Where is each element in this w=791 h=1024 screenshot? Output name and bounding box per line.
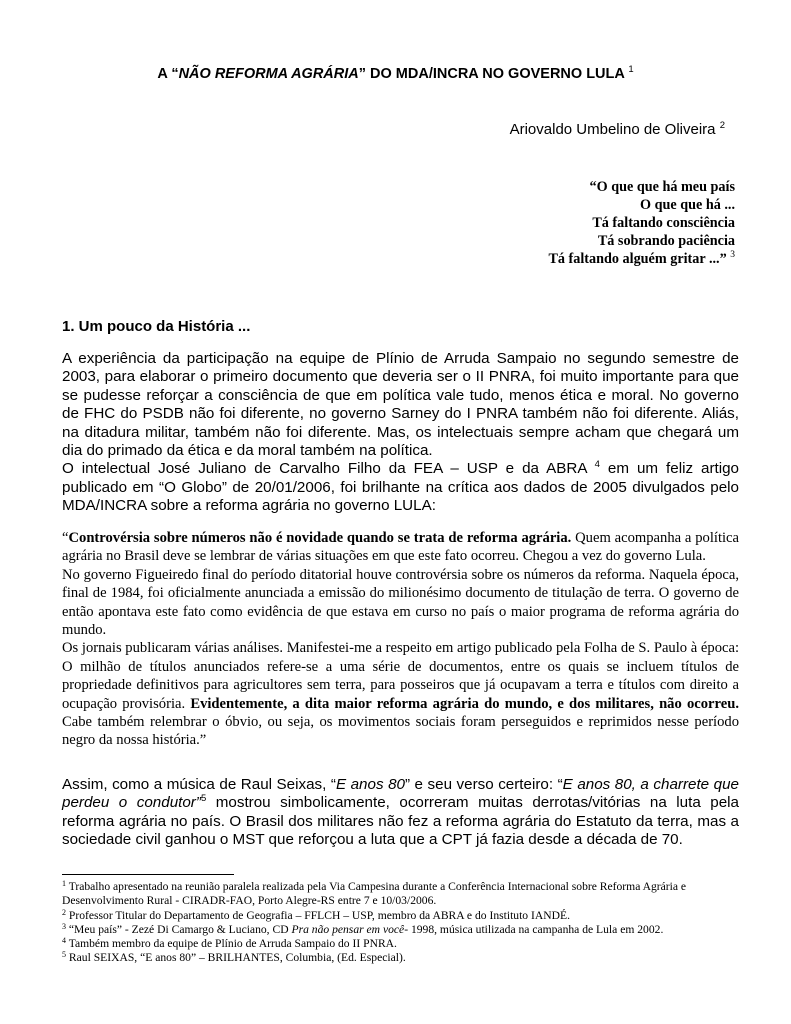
paragraph-2-before: O intelectual José Juliano de Carvalho Filho da FEA – USP e da ABRA xyxy=(62,460,587,478)
epigraph xyxy=(548,178,735,268)
footnote-ref-1[interactable]: 1 xyxy=(628,64,634,75)
footnotes xyxy=(62,880,752,966)
epigraph-line: O que que há ... xyxy=(639,197,735,213)
p3-verse: E anos 80, a charrete que perdeu o condutor” xyxy=(62,776,739,812)
quote-text-3b: Cabe também relembrar o óbvio, ou seja, os movimentos sociais foram perseguidos e reprimidos nesse período negro da nossa história.” xyxy=(62,714,739,749)
quote-paragraph-3 xyxy=(62,639,739,749)
document-title xyxy=(0,66,791,82)
paragraph-2 xyxy=(62,460,739,515)
paragraph-2-after: em um feliz artigo publicado em “O Globo” de 20/01/2006, foi brilhante na crítica aos dados de 2005 divulgados pelo MDA/INCRA sobre a reforma agrária no governo LULA: xyxy=(62,460,739,515)
p3-e: mostrou simbolicamente, ocorreram muitas derrotas/vitórias na luta pela reforma agrária no país. O Brasil dos militares não fez a reforma agrária do Estatuto da terra, mas a sociedade civil ganhou o MST que reforçou a luta que a CPT já fazia desde a década de 70. xyxy=(62,794,740,849)
author-line xyxy=(510,121,725,138)
quote-text-1: Quem acompanha a política agrária no Brasil deve se lembrar de várias situações em que este fato ocorreu. Chegou a vez do governo Lula. xyxy=(62,530,740,565)
p3-song-title: E anos 80 xyxy=(335,776,405,793)
footnote-ref-5[interactable]: 5 xyxy=(200,793,207,805)
title-suffix: ” DO MDA/INCRA NO GOVERNO LULA xyxy=(358,66,625,82)
footnote-italic: Pra não pensar em você xyxy=(291,922,405,936)
footnote-ref-4[interactable]: 4 xyxy=(594,459,600,471)
paragraph-1 xyxy=(62,350,739,516)
footnote-text: Raul SEIXAS, “E anos 80” – BRILHANTES, Columbia, (Ed. Especial). xyxy=(66,951,406,965)
footnote-ref-3[interactable]: 3 xyxy=(730,250,735,260)
paragraph-1-text: A experiência da participação na equipe de Plínio de Arruda Sampaio no segundo semestre de 2003, para elaborar o primeiro documento que deveria ser o II PNRA, foi muito importante para que se pudesse reforçar a consciência de que em política vale tudo, menos ética e moral. No governo de FHC do PSDB não foi diferente, no governo Sarney do I PNRA também não foi diferente. Aliás, na ditadura militar, também não foi diferente. Mas, os intelectuais sempre acham que chegará um dia do primado da ética e da moral também na política. xyxy=(62,350,739,460)
quote-paragraph-2: No governo Figueiredo final do período ditatorial houve controvérsia sobre os números da reforma. Naquela época, final de 1984, foi oficialmente anunciada a emissão do milionésimo documento de titulação de terra. O governo de então apontava este fato como evidência de que estava em curso no país o maior programa de reforma agrária do mundo. xyxy=(62,566,739,639)
epigraph-line xyxy=(548,250,735,268)
epigraph-line-text: Tá faltando alguém gritar ...” xyxy=(548,251,727,267)
footnote-number: 1 xyxy=(62,879,66,888)
paragraph-3-text xyxy=(62,776,739,850)
quote-bold-3: Evidentemente, a dita maior reforma agrária do mundo, e dos militares, não ocorreu. xyxy=(190,695,739,712)
footnote-number: 3 xyxy=(62,921,66,931)
footnote-1 xyxy=(62,880,752,909)
epigraph-line: Tá faltando consciência xyxy=(592,215,735,231)
footnote-divider xyxy=(62,874,234,875)
title-prefix: A “ xyxy=(157,66,179,82)
epigraph-line: “O que que há meu país xyxy=(589,179,735,195)
block-quote xyxy=(62,529,739,750)
p3-c: ” e seu verso certeiro: “ xyxy=(404,776,563,793)
footnote-3 xyxy=(62,923,752,937)
footnote-text: Também membro da equipe de Plínio de Arruda Sampaio do II PNRA. xyxy=(66,937,397,951)
footnote-text: Trabalho apresentado na reunião paralela realizada pela Via Campesina durante a Conferência Internacional sobre Reforma Agrária e Desenvolvimento Rural - CIRADR-FAO, Porto Alegre-RS entre 7 e 10/03/2006. xyxy=(62,880,687,908)
paragraph-3 xyxy=(62,776,739,850)
quote-open-mark: “ xyxy=(62,530,69,546)
footnote-5 xyxy=(62,951,752,965)
quote-bold-1: Controvérsia sobre números não é novidade quando se trata de reforma agrária. xyxy=(68,530,572,546)
epigraph-line: Tá sobrando paciência xyxy=(597,233,735,249)
quote-paragraph-1 xyxy=(62,529,739,566)
footnote-ref-2[interactable]: 2 xyxy=(719,120,725,131)
title-italic: NÃO REFORMA AGRÁRIA xyxy=(178,66,359,82)
footnote-text: - 1998, música utilizada na campanha de Lula em 2002. xyxy=(404,922,664,936)
author-name: Ariovaldo Umbelino de Oliveira xyxy=(509,121,716,138)
footnote-text: Professor Titular do Departamento de Geografia – FFLCH – USP, membro da ABRA e do Instituto IANDÉ. xyxy=(66,908,570,922)
footnote-4 xyxy=(62,937,752,951)
footnote-2 xyxy=(62,909,752,923)
p3-a: Assim, como a música de Raul Seixas, “ xyxy=(62,776,336,793)
quote-text-3a: Os jornais publicaram várias análises. Manifestei-me a respeito em artigo publicado pela Folha de S. Paulo à época: O milhão de títulos anunciados refere-se a uma série de documentos, entre os quais se incluem títulos de propriedade definitivos para agricultores sem terra, para posseiros que já ocupavam a terra e títulos com direito a ocupação provisória. xyxy=(62,640,739,712)
section-heading: 1. Um pouco da História ... xyxy=(62,318,251,335)
footnote-text: “Meu país” - Zezé Di Camargo & Luciano, CD xyxy=(66,922,292,936)
footnote-number: 4 xyxy=(62,936,66,946)
footnote-number: 5 xyxy=(62,950,66,960)
footnote-number: 2 xyxy=(62,907,66,917)
